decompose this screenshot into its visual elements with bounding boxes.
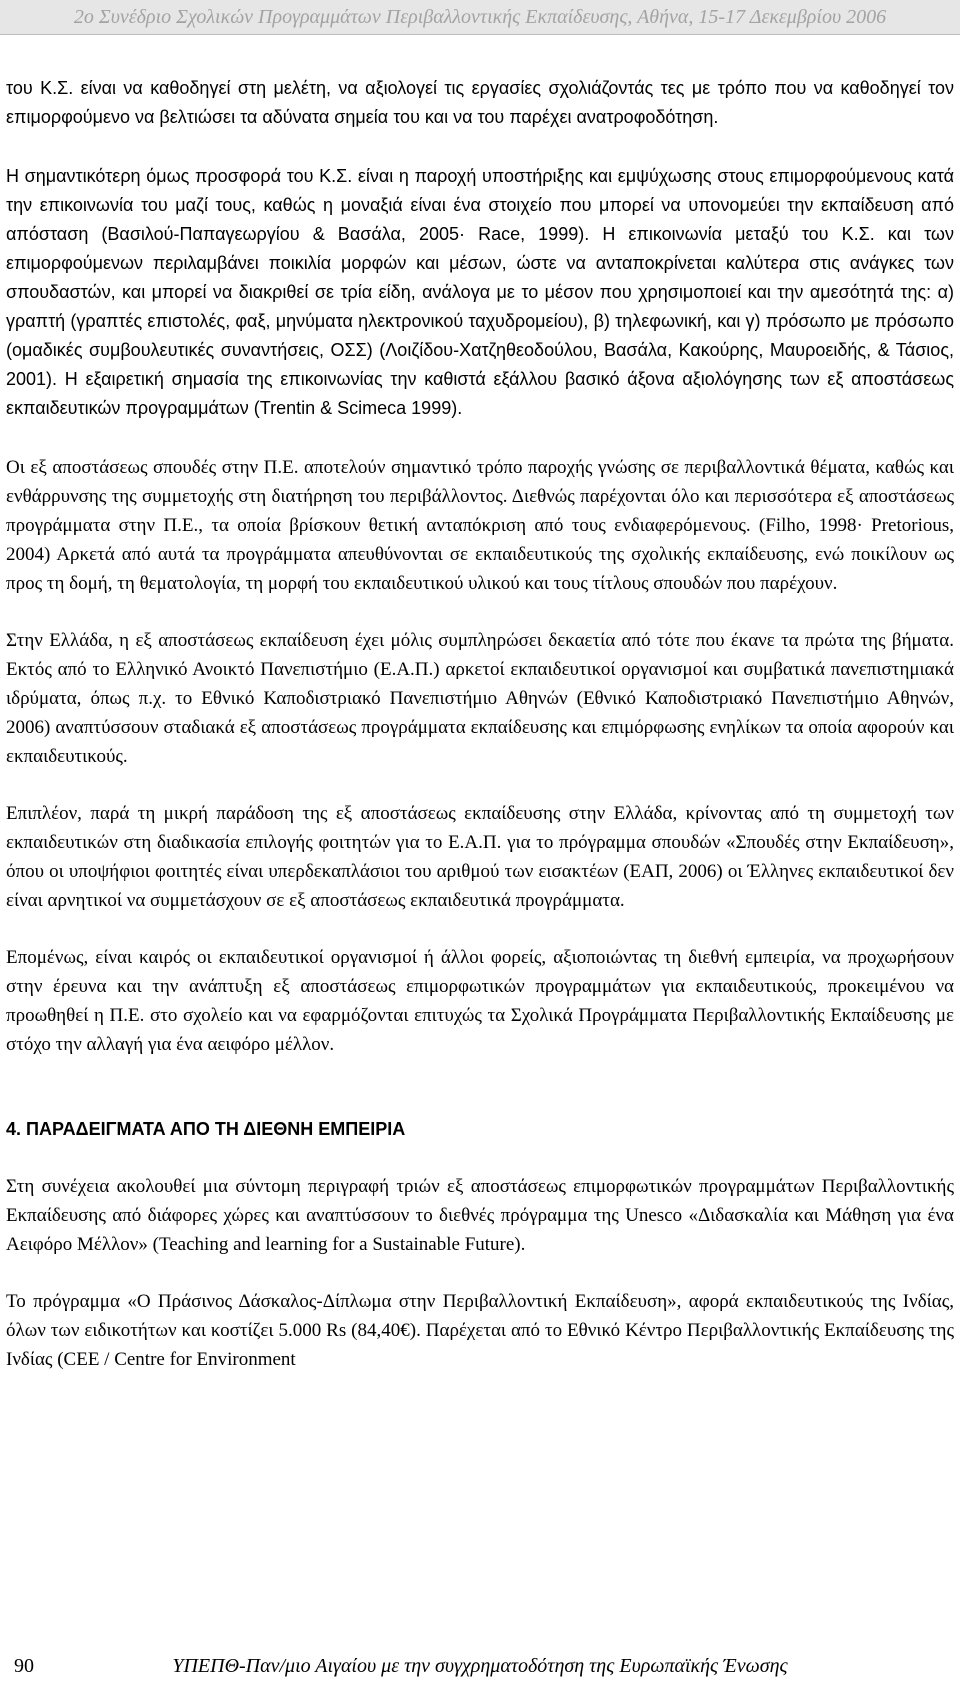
paragraph-text: Η σημαντικότερη όμως προσφορά του Κ.Σ. είναι η παροχή υποστήριξης και εμψύχωσης στους επιμορφούμενους κατά την επικοινωνία του μαζί τους, καθώς η μοναξιά είναι ένα στοιχείο που μπορεί να υπονομεύει την εκπαίδευση από απόσταση (Βασιλού-Παπαγεωργίου & Βασάλα, 2005· Race, 1999). bbox=[6, 166, 954, 244]
paragraph: Το πρόγραμμα «Ο Πράσινος Δάσκαλος-Δίπλωμα στην Περιβαλλοντική Εκπαίδευση», αφορά εκπαιδευτικούς της Ινδίας, όλων των ειδικοτήτων και κοστίζει 5.000 Rs (84,40€). Παρέχεται από το Εθνικό Κέντρο Περιβαλλοντικής Εκπαίδευσης της Ινδίας (CEE / Centre for Environment bbox=[6, 1291, 954, 1370]
paragraph: Στη συνέχεια ακολουθεί μια σύντομη περιγραφή τριών εξ αποστάσεως επιμορφωτικών προγραμμάτων Περιβαλλοντικής Εκπαίδευσης από διάφορες χώρες και αναπτύσσουν το διεθνές πρόγραμμα της Unesco «Διδασκαλία και Μάθηση για ένα Αειφόρο Μέλλον» (Teaching and learning for a Sustainable Future). bbox=[6, 1176, 954, 1255]
paragraph: Επιπλέον, παρά τη μικρή παράδοση της εξ αποστάσεως εκπαίδευσης στην Ελλάδα, κρίνοντας από τη συμμετοχή των εκπαιδευτικών στη διαδικασία επιλογής φοιτητών για το Ε.Α.Π. για το πρόγραμμα σπουδών «Σπουδές στην Εκπαίδευση», όπου οι υποψήφιοι φοιτητές είναι υπερδεκαπλάσιοι του αριθμού των εισακτέων (ΕΑΠ, 2006) οι Έλληνες εκπαιδευτικοί δεν είναι αρνητικοί να συμμετάσχουν σε εξ αποστάσεως εκπαιδευτικά προγράμματα. bbox=[6, 803, 954, 911]
paragraph-text: Η επικοινωνία μεταξύ του Κ.Σ. και των επιμορφούμενων περιλαμβάνει ποικιλία μορφών και μέσων, ώστε να ανταποκρίνεται καλύτερα στις ανάγκες των σπουδαστών, και μπορεί να διακριθεί σε τρία είδη, ανάλογα με το μέσον που χρησιμοποιεί και την αμεσότητά της: α) γραπτή (γραπτές επιστολές, φαξ, μηνύματα ηλεκτρονικού ταχυδρομείου), β) τηλεφωνική, και γ) πρόσωπο με πρόσωπο (ομαδικές συμβουλευτικές συναντήσεις, ΟΣΣ) (Λοιζίδου-Χατζηθεοδούλου, Βασάλα, Κακούρης, Μαυροειδής, & Τάσιος, 2001). Η εξαιρετική σημασία της επικοινωνίας την καθιστά εξάλλου βασικό άξονα αξιολόγησης των εξ αποστάσεως εκπαιδευτικών προγραμμάτων (Trentin & Scimeca 1999). bbox=[6, 224, 954, 418]
paragraph bbox=[6, 162, 954, 423]
page-number: 90 bbox=[14, 1655, 34, 1677]
running-header bbox=[0, 0, 960, 35]
page-body bbox=[6, 74, 954, 1374]
section-heading: 4. ΠΑΡΑΔΕΙΓΜΑΤΑ ΑΠΟ ΤΗ ΔΙΕΘΝΗ ΕΜΠΕΙΡΙΑ bbox=[6, 1119, 406, 1139]
paragraph: Οι εξ αποστάσεως σπουδές στην Π.Ε. αποτελούν σημαντικό τρόπο παροχής γνώσης σε περιβαλλοντικά θέματα, καθώς και ενθάρρυνσης της συμμετοχής στη διατήρηση του περιβάλλοντος. Διεθνώς παρέχονται όλο και περισσότερα εξ αποστάσεως προγράμματα στην Π.Ε., τα οποία βρίσκουν θετική ανταπόκριση από τους ενδιαφερόμενους. (Filho, 1998· Pretorious, 2004) Αρκετά από αυτά τα προγράμματα απευθύνονται σε εκπαιδευτικούς της σχολικής εκπαίδευσης, ενώ ποικίλουν ως προς τη δομή, τη θεματολογία, τη μορφή του εκπαιδευτικού υλικού και τους τίτλους σπουδών που παρέχουν. bbox=[6, 457, 954, 594]
paragraph: Επομένως, είναι καιρός οι εκπαιδευτικοί οργανισμοί ή άλλοι φορείς, αξιοποιώντας τη διεθνή εμπειρία, να προχωρήσουν στην έρευνα και την ανάπτυξη εξ αποστάσεως επιμορφωτικών προγραμμάτων για εκπαιδευτικούς, προκειμένου να προωθηθεί η Π.Ε. στο σχολείο και να εφαρμόζονται επιτυχώς τα Σχολικά Προγράμματα Περιβαλλοντικής Εκπαίδευσης με στόχο την αλλαγή για ένα αειφόρο μέλλον. bbox=[6, 947, 954, 1055]
running-header-title: 2ο Συνέδριο Σχολικών Προγραμμάτων Περιβαλλοντικής Εκπαίδευσης, Αθήνα, 15-17 Δεκεμβρίου 2006 bbox=[73, 6, 887, 28]
footer-text: ΥΠΕΠΘ-Παν/μιο Αιγαίου με την συγχρηματοδότηση της Ευρωπαϊκής Ένωσης bbox=[172, 1655, 788, 1677]
paragraph: του Κ.Σ. είναι να καθοδηγεί στη μελέτη, να αξιολογεί τις εργασίες σχολιάζοντάς τες με τρόπο που να καθοδηγεί τον επιμορφούμενο να βελτιώσει τα αδύνατα σημεία του και να του παρέχει ανατροφοδότηση. bbox=[6, 78, 954, 127]
paragraph: Στην Ελλάδα, η εξ αποστάσεως εκπαίδευση έχει μόλις συμπληρώσει δεκαετία από τότε που έκανε τα πρώτα της βήματα. Εκτός από το Ελληνικό Ανοικτό Πανεπιστήμιο (Ε.Α.Π.) αρκετοί εκπαιδευτικοί οργανισμοί και συμβατικά πανεπιστημιακά ιδρύματα, όπως π.χ. το Εθνικό Καποδιστριακό Πανεπιστήμιο Αθηνών (Εθνικό Καποδιστριακό Πανεπιστήμιο Αθηνών, 2006) αναπτύσσουν σταδιακά εξ αποστάσεως προγράμματα εκπαίδευσης και επιμόρφωσης ενηλίκων τα οποία αφορούν και εκπαιδευτικούς. bbox=[6, 630, 954, 767]
page-footer bbox=[0, 1655, 960, 1683]
